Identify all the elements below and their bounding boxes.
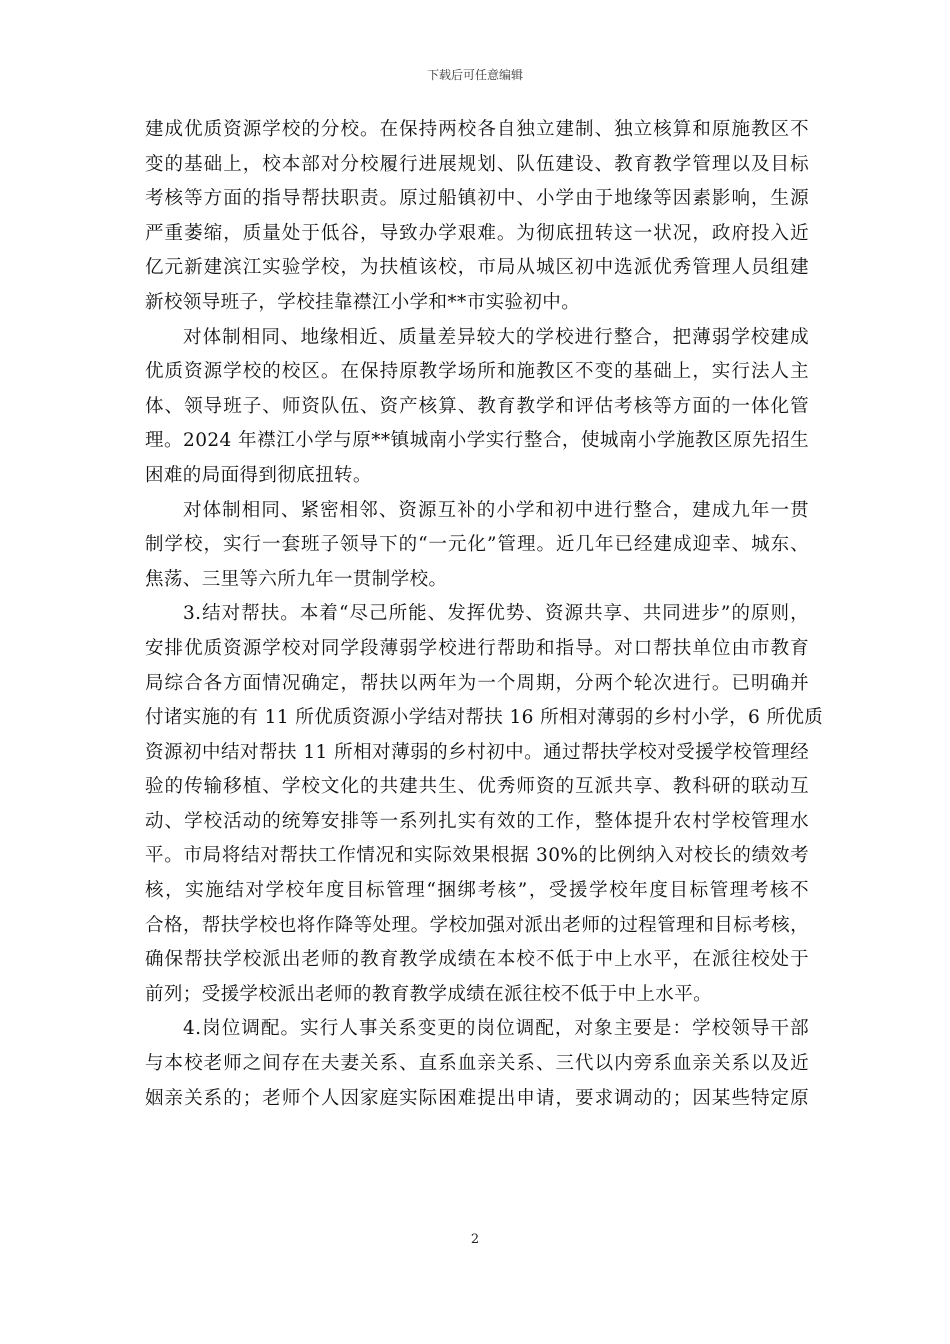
paragraph	[145, 321, 809, 494]
text-line: 核，实施结对学校年度目标管理“捆绑考核”，受援学校年度目标管理考核不	[145, 880, 809, 902]
text-line: 建成优质资源学校的分校。在保持两校各自独立建制、独立核算和原施教区不	[145, 119, 809, 140]
text-line: 付诸实施的有 11 所优质资源小学结对帮扶 16 所相对薄弱的乡村小学，6 所优质	[145, 707, 824, 729]
text-line: 对体制相同、紧密相邻、资源互补的小学和初中进行整合，建成九年一贯	[183, 499, 809, 521]
text-line: 局综合各方面情况确定，帮扶以两年为一个周期，分两个轮次进行。已明确并	[145, 672, 809, 694]
text-line: 姻亲关系的；老师个人因家庭实际困难提出申请，要求调动的；因某些特定原	[145, 1087, 809, 1109]
text-line: 确保帮扶学校派出老师的教育教学成绩在本校不低于中上水平，在派往校处于	[145, 949, 809, 971]
page-number: 2	[470, 1232, 480, 1247]
text-line: 优质资源学校的校区。在保持原教学场所和施教区不变的基础上，实行法人主	[145, 361, 809, 383]
page-header: 下载后可任意编辑	[426, 68, 523, 82]
text-line: 资源初中结对帮扶 11 所相对薄弱的乡村初中。通过帮扶学校对受援学校管理经	[145, 741, 809, 763]
text-line: 平。市局将结对帮扶工作情况和实际效果根据 30%的比例纳入对校长的绩效考	[145, 845, 809, 867]
text-line: 体、领导班子、师资队伍、资产核算、教育教学和评估考核等方面的一体化管	[145, 395, 809, 417]
text-line: 制学校，实行一套班子领导下的“一元化”管理。近几年已经建成迎幸、城东、	[145, 534, 809, 556]
paragraph	[145, 597, 824, 1012]
text-line: 合格，帮扶学校也将作降等处理。学校加强对派出老师的过程管理和目标考核，	[145, 914, 809, 936]
text-line: 亿元新建滨江实验学校，为扶植该校，市局从城区初中选派优秀管理人员组建	[145, 257, 809, 279]
text-line: 4.岗位调配。实行人事关系变更的岗位调配，对象主要是：学校领导干部	[183, 1018, 809, 1040]
document-body	[145, 113, 824, 1116]
text-line: 变的基础上，校本部对分校履行进展规划、队伍建设、教育教学管理以及目标	[145, 153, 809, 175]
text-line: 动、学校活动的统筹安排等一系列扎实有效的工作，整体提升农村学校管理水	[145, 810, 809, 832]
text-line: 前列；受援学校派出老师的教育教学成绩在派往校不低于中上水平。	[145, 983, 713, 1005]
text-line: 严重萎缩，质量处于低谷，导致办学艰难。为彻底扭转这一状况，政府投入近	[145, 222, 809, 244]
text-line: 验的传输移植、学校文化的共建共生、优秀师资的互派共享、教科研的联动互	[145, 776, 809, 798]
paragraph	[145, 494, 809, 598]
paragraph	[145, 113, 809, 321]
text-line: 对体制相同、地缘相近、质量差异较大的学校进行整合，把薄弱学校建成	[183, 326, 809, 348]
text-line: 困难的局面得到彻底扭转。	[145, 464, 372, 486]
text-line: 3.结对帮扶。本着“尽己所能、发挥优势、资源共享、共同进步”的原则，	[183, 603, 809, 625]
text-line: 焦荡、三里等六所九年一贯制学校。	[145, 568, 448, 590]
text-line: 新校领导班子，学校挂靠襟江小学和**市实验初中。	[145, 291, 581, 313]
text-line: 安排优质资源学校对同学段薄弱学校进行帮助和指导。对口帮扶单位由市教育	[145, 637, 809, 659]
text-line: 考核等方面的指导帮扶职责。原过船镇初中、小学由于地缘等因素影响，生源	[145, 188, 809, 210]
text-line: 理。2024 年襟江小学与原**镇城南小学实行整合，使城南小学施教区原先招生	[145, 430, 809, 452]
text-line: 与本校老师之间存在夫妻关系、直系血亲关系、三代以内旁系血亲关系以及近	[145, 1053, 809, 1075]
paragraph	[145, 1012, 809, 1116]
